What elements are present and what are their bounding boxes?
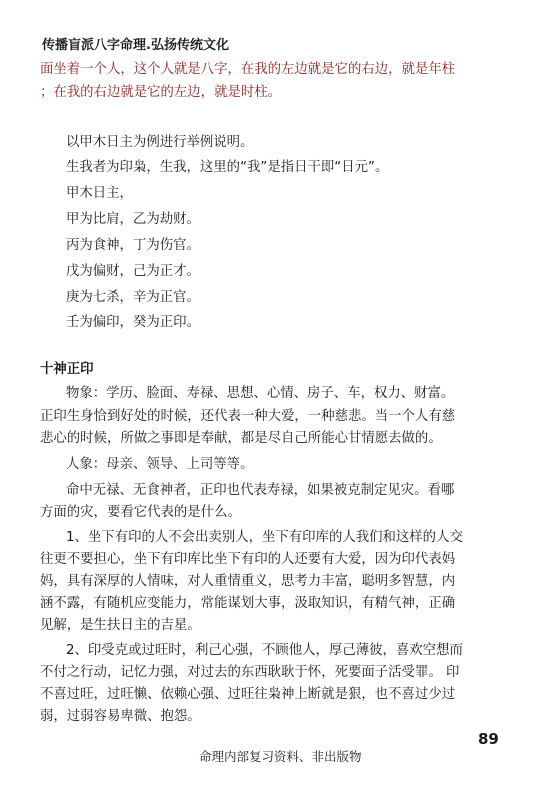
example-line: 甲为比肩，乙为劫财。: [66, 212, 200, 227]
example-line: 生我者为印枭，生我，这里的“我”是指日干即“日元”。: [66, 160, 389, 175]
section-line: 不付之行动，记忆力强，对过去的东西耿耿于怀，死要面子活受罪。 印: [40, 665, 460, 680]
section-line: 正印生身恰到好处的时候，还代表一种大爱，一种慈悲。当一个人有慈: [40, 409, 456, 424]
example-line: 戊为偏财，己为正才。: [66, 264, 200, 279]
example-line: 丙为食神，丁为伤官。: [66, 238, 200, 253]
section-line: 涵不露，有随机应变能力，常能谋划大事，汲取知识，有精气神，正确: [40, 596, 456, 611]
section-line: 人象：母亲、领导、上司等等。: [66, 457, 254, 472]
section-line: 1、坐下有印的人不会出卖别人，坐下有印库的人我们和这样的人交: [66, 530, 463, 545]
intro-line-1: 面坐着一个人，这个人就是八字，在我的左边就是它的右边，就是年柱: [40, 62, 456, 77]
page-footer: 命理内部复习资料、非出版物: [199, 749, 362, 764]
section-line: 妈，具有深厚的人情味，对人重情重义，思考力丰富，聪明多智慧，内: [40, 574, 456, 589]
example-line: 壬为偏印，癸为正印。: [66, 315, 200, 330]
page-header: 传播盲派八字命理.弘扬传统文化: [42, 38, 229, 53]
example-line: 甲木日主，: [66, 186, 133, 201]
section-line: 悲心的时候，所做之事即是奉献，都是尽自己所能心甘情愿去做的。: [40, 431, 442, 446]
example-line: 庚为七杀，辛为正官。: [66, 290, 200, 305]
section-line: 见解，是生扶日主的吉星。: [40, 618, 201, 633]
page-number: 89: [478, 730, 499, 748]
section-line: 往更不要担心，坐下有印库比坐下有印的人还要有大爱，因为印代表妈: [40, 552, 456, 567]
section-line: 方面的灾，要看它代表的是什么。: [40, 505, 241, 520]
section-line: 2、印受克或过旺时，利己心强，不顾他人，厚己薄彼，喜欢空想而: [66, 643, 463, 658]
section-line: 物象：学历、脸面、寿禄、思想、心情、房子、车，权力、财富。: [66, 386, 455, 401]
section-line: 弱，过弱容易卑微、抱怨。: [40, 709, 201, 724]
example-line: 以甲木日主为例进行举例说明。: [66, 135, 254, 150]
section-line: 命中无禄、无食神者，正印也代表寿禄，如果被克制定见灾。看哪: [66, 483, 455, 498]
section-line: 不喜过旺，过旺懒、依赖心强、过旺往枭神上断就是狠，也不喜过少过: [40, 687, 456, 702]
intro-line-2: ；在我的右边就是它的左边，就是时柱。: [40, 85, 282, 100]
section-title: 十神正印: [40, 362, 94, 377]
